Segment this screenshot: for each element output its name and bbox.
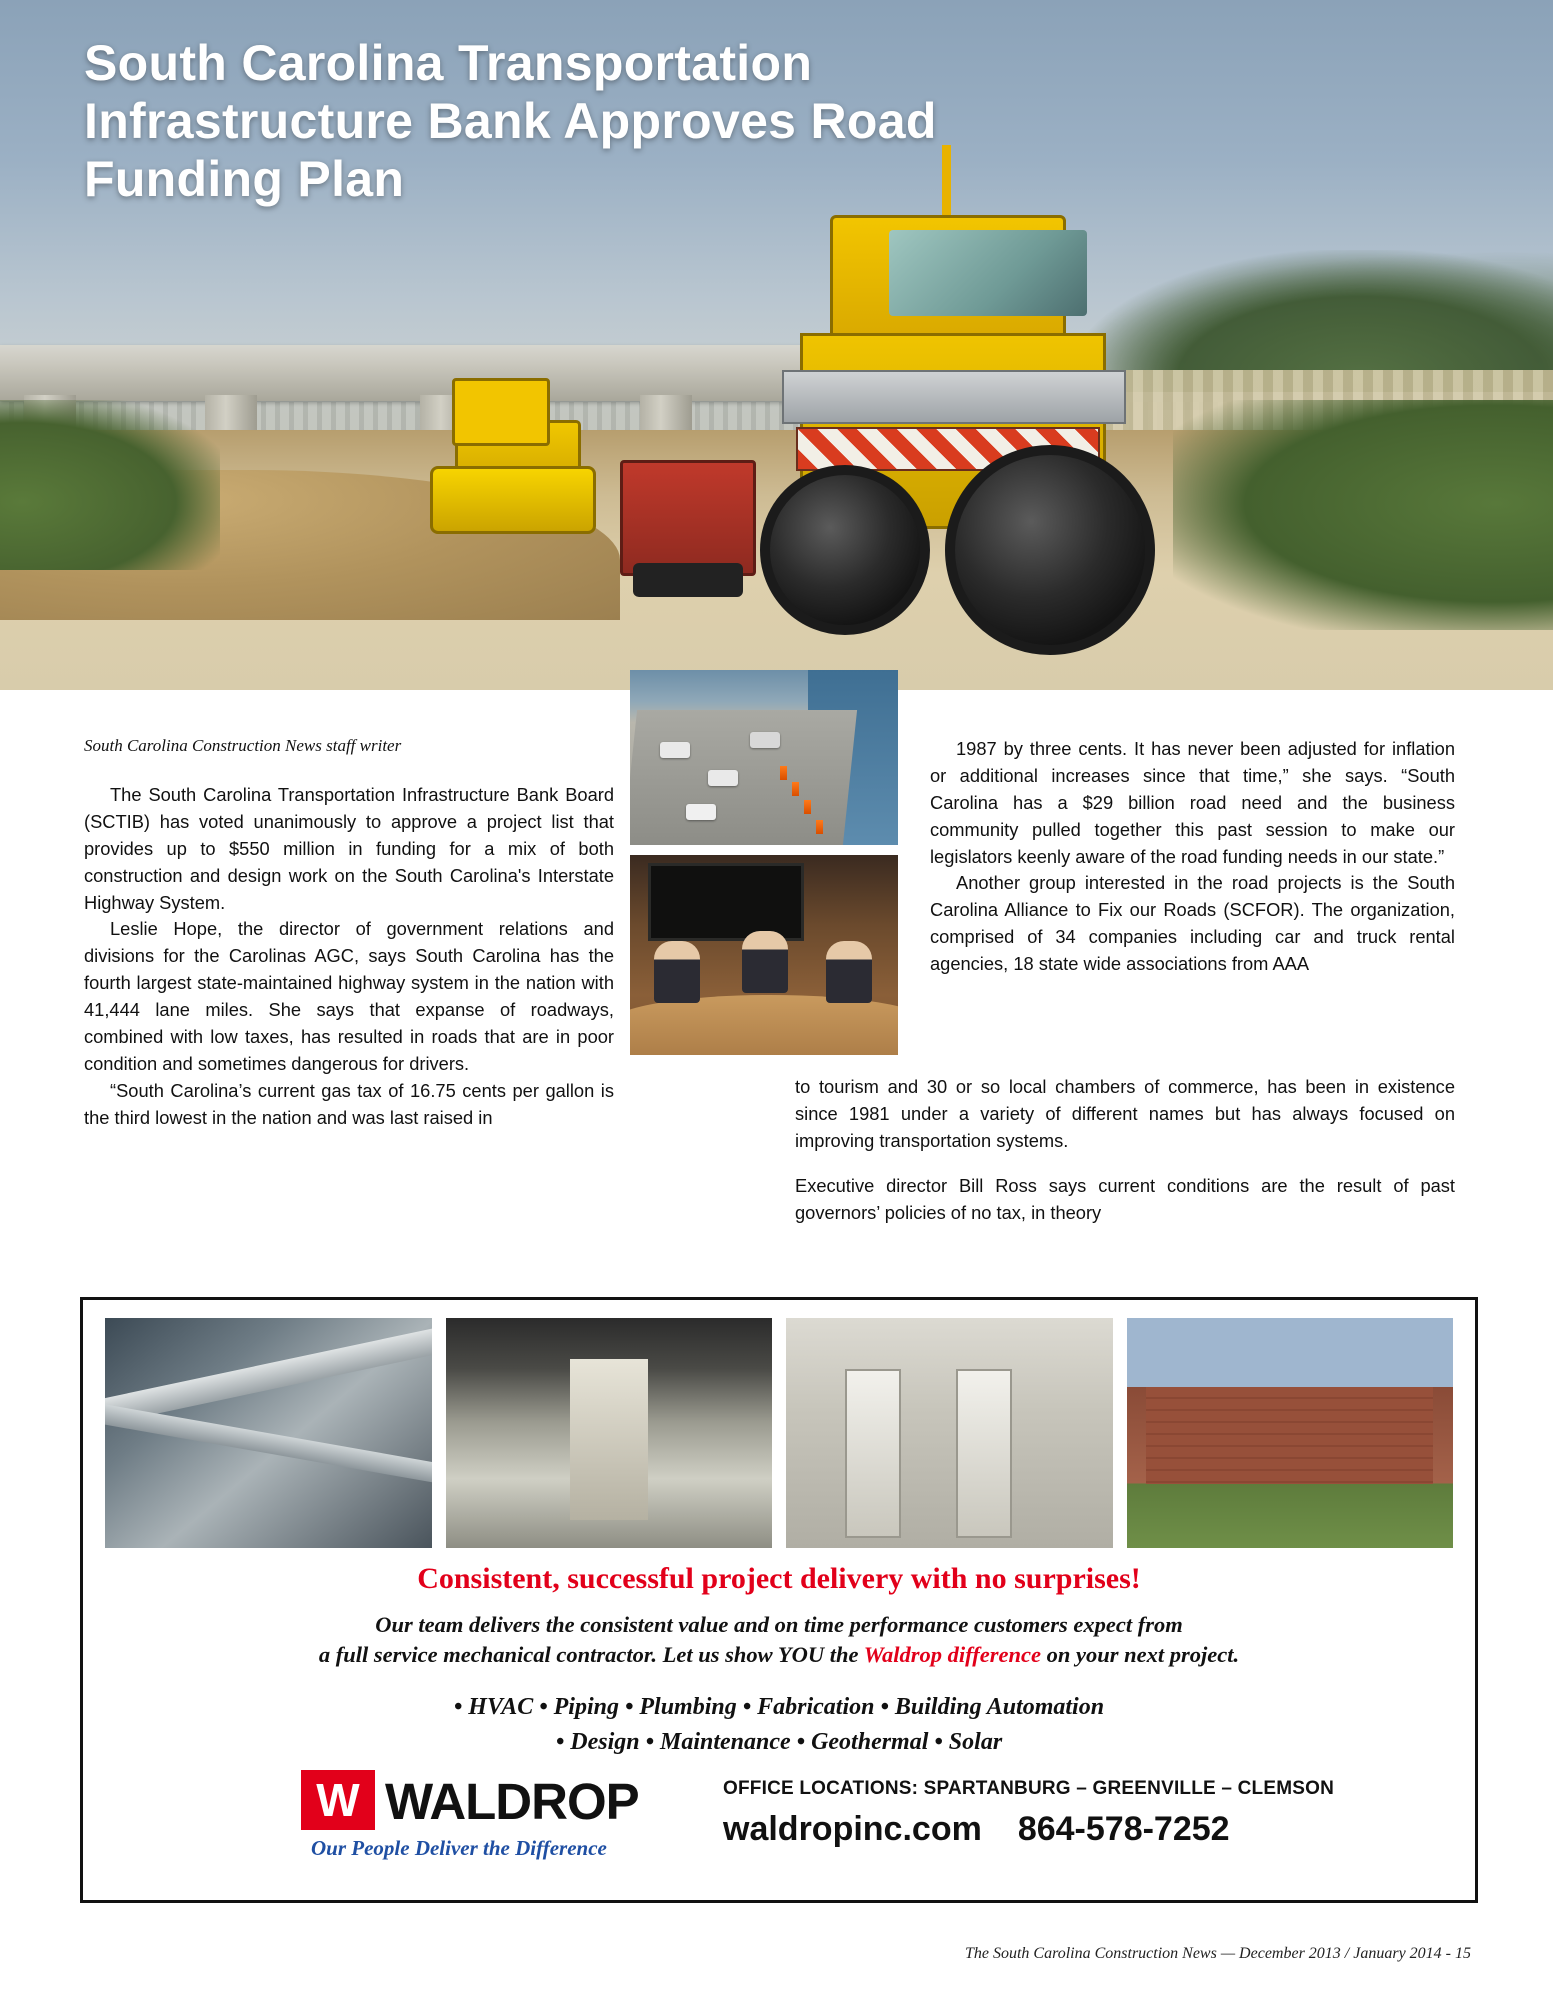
ad-body-copy [143, 1610, 1415, 1670]
grader-cab [830, 215, 1066, 341]
contact-row [723, 1810, 1443, 1849]
ad-body-line-2 [143, 1640, 1415, 1670]
logo-tagline: Our People Deliver the Difference [311, 1836, 607, 1860]
grader-wheel [760, 465, 930, 635]
vehicle [750, 732, 780, 748]
traffic-cone [780, 766, 787, 780]
roller-cab [452, 378, 550, 446]
ad-contact-block [723, 1778, 1443, 1849]
paragraph: Another group interested in the road projects is the South Carolina Alliance to Fix our Roads (SCFOR). The organization, comprised of 34 companies including car and truck rental agencies, 18 state wide associations from AAA [930, 872, 1455, 975]
vehicle [660, 742, 690, 758]
paragraph: to tourism and 30 or so local chambers of commerce, has been in existence since 1981 under a variety of different names but has always focused on improving transportation systems. [795, 1076, 1455, 1152]
paragraph: The South Carolina Transportation Infrastructure Bank Board (SCTIB) has voted unanimously to approve a project list that provides up to $550 million in funding for a mix of both construction and design work on the South Carolina's Interstate Highway System. [84, 784, 614, 913]
ad-body-line-1: Our team delivers the consistent value and on time performance customers expect from [375, 1612, 1183, 1637]
hero-photo [0, 0, 1553, 690]
corridor-construction-photo [446, 1318, 773, 1548]
ad-services-line-2: • Design • Maintenance • Geothermal • Solar [555, 1728, 1003, 1755]
paragraph: Leslie Hope, the director of government relations and divisions for the Carolinas AGC, says South Carolina has the fourth largest state-maintained highway system in the nation with 41,444 lane miles. She says that expanse of roadways, combined with low taxes, has resulted in roads that are in poor condition and sometimes dangerous for drivers. [84, 918, 614, 1074]
conference-table [630, 995, 898, 1055]
barnett-hall-building-photo [1127, 1318, 1454, 1548]
grader-window [889, 230, 1087, 316]
roadside-vegetation-left [0, 400, 220, 570]
article-column-wide [795, 1056, 1455, 1245]
vehicle [686, 804, 716, 820]
page-title: South Carolina Transportation Infrastructure Bank Approves Road Funding Plan [84, 35, 937, 207]
traffic-cone [804, 800, 811, 814]
article-column-right [930, 736, 1455, 978]
page-footer: The South Carolina Construction News — December 2013 / January 2014 - 15 [964, 1945, 1471, 1962]
advertisement [80, 1297, 1478, 1903]
red-equipment-vehicle [620, 460, 756, 576]
waldrop-logo [301, 1770, 641, 1875]
roadway [630, 710, 857, 845]
motor-grader-vehicle [790, 215, 1220, 660]
article-body [0, 690, 1553, 1285]
website-link[interactable]: waldropinc.com [723, 1810, 982, 1848]
paragraph: 1987 by three cents. It has never been adjusted for inflation or additional increases since that time,” she says. “South Carolina has a $29 billion road need and the business community pulled together this past session to make our legislators keenly aware of the road funding needs in our state.” [930, 738, 1455, 867]
bridge-deck [0, 345, 860, 401]
article-column-left [84, 782, 614, 1132]
mechanical-piping-photo [105, 1318, 432, 1548]
roller-drum [430, 466, 596, 534]
ad-body-accent: Waldrop difference [863, 1642, 1041, 1668]
logo-wordmark: WALDROP [385, 1773, 639, 1830]
person [826, 941, 872, 1003]
grader-deck [782, 370, 1126, 424]
traffic-cone [792, 782, 799, 796]
logo-mark: W [301, 1770, 375, 1830]
ad-headline: Consistent, successful project delivery with no surprises! [417, 1562, 1141, 1595]
paragraph: “South Carolina’s current gas tax of 16.75 cents per gallon is the third lowest in the nation and was last raised in [84, 1079, 614, 1128]
grader-wheel [945, 445, 1155, 655]
ad-services [143, 1690, 1415, 1760]
byline: South Carolina Construction News staff writer [84, 736, 402, 755]
person [742, 931, 788, 993]
roadside-vegetation-right [1173, 400, 1553, 630]
ad-photo-strip [105, 1318, 1453, 1548]
yellow-roller-vehicle [430, 440, 590, 540]
wall-monitor [648, 863, 804, 941]
ad-services-line-1: • HVAC • Piping • Plumbing • Fabrication • Building Automation [453, 1694, 1105, 1720]
board-meeting-photo [630, 855, 898, 1055]
paragraph: Executive director Bill Ross says current conditions are the result of past governors’ policies of no tax, in theory [795, 1175, 1455, 1224]
vehicle [708, 770, 738, 786]
person [654, 941, 700, 1003]
ad-body-line-2-pre: a full service mechanical contractor. Let us show YOU the [318, 1642, 864, 1668]
mechanical-room-photo [786, 1318, 1113, 1548]
traffic-photo [630, 670, 898, 845]
ad-body-line-2-post: on your next project. [1040, 1642, 1240, 1668]
phone-number[interactable]: 864-578-7252 [1017, 1810, 1230, 1848]
traffic-cone [816, 820, 823, 834]
office-locations: OFFICE LOCATIONS: SPARTANBURG – GREENVILLE – CLEMSON [723, 1778, 1335, 1799]
